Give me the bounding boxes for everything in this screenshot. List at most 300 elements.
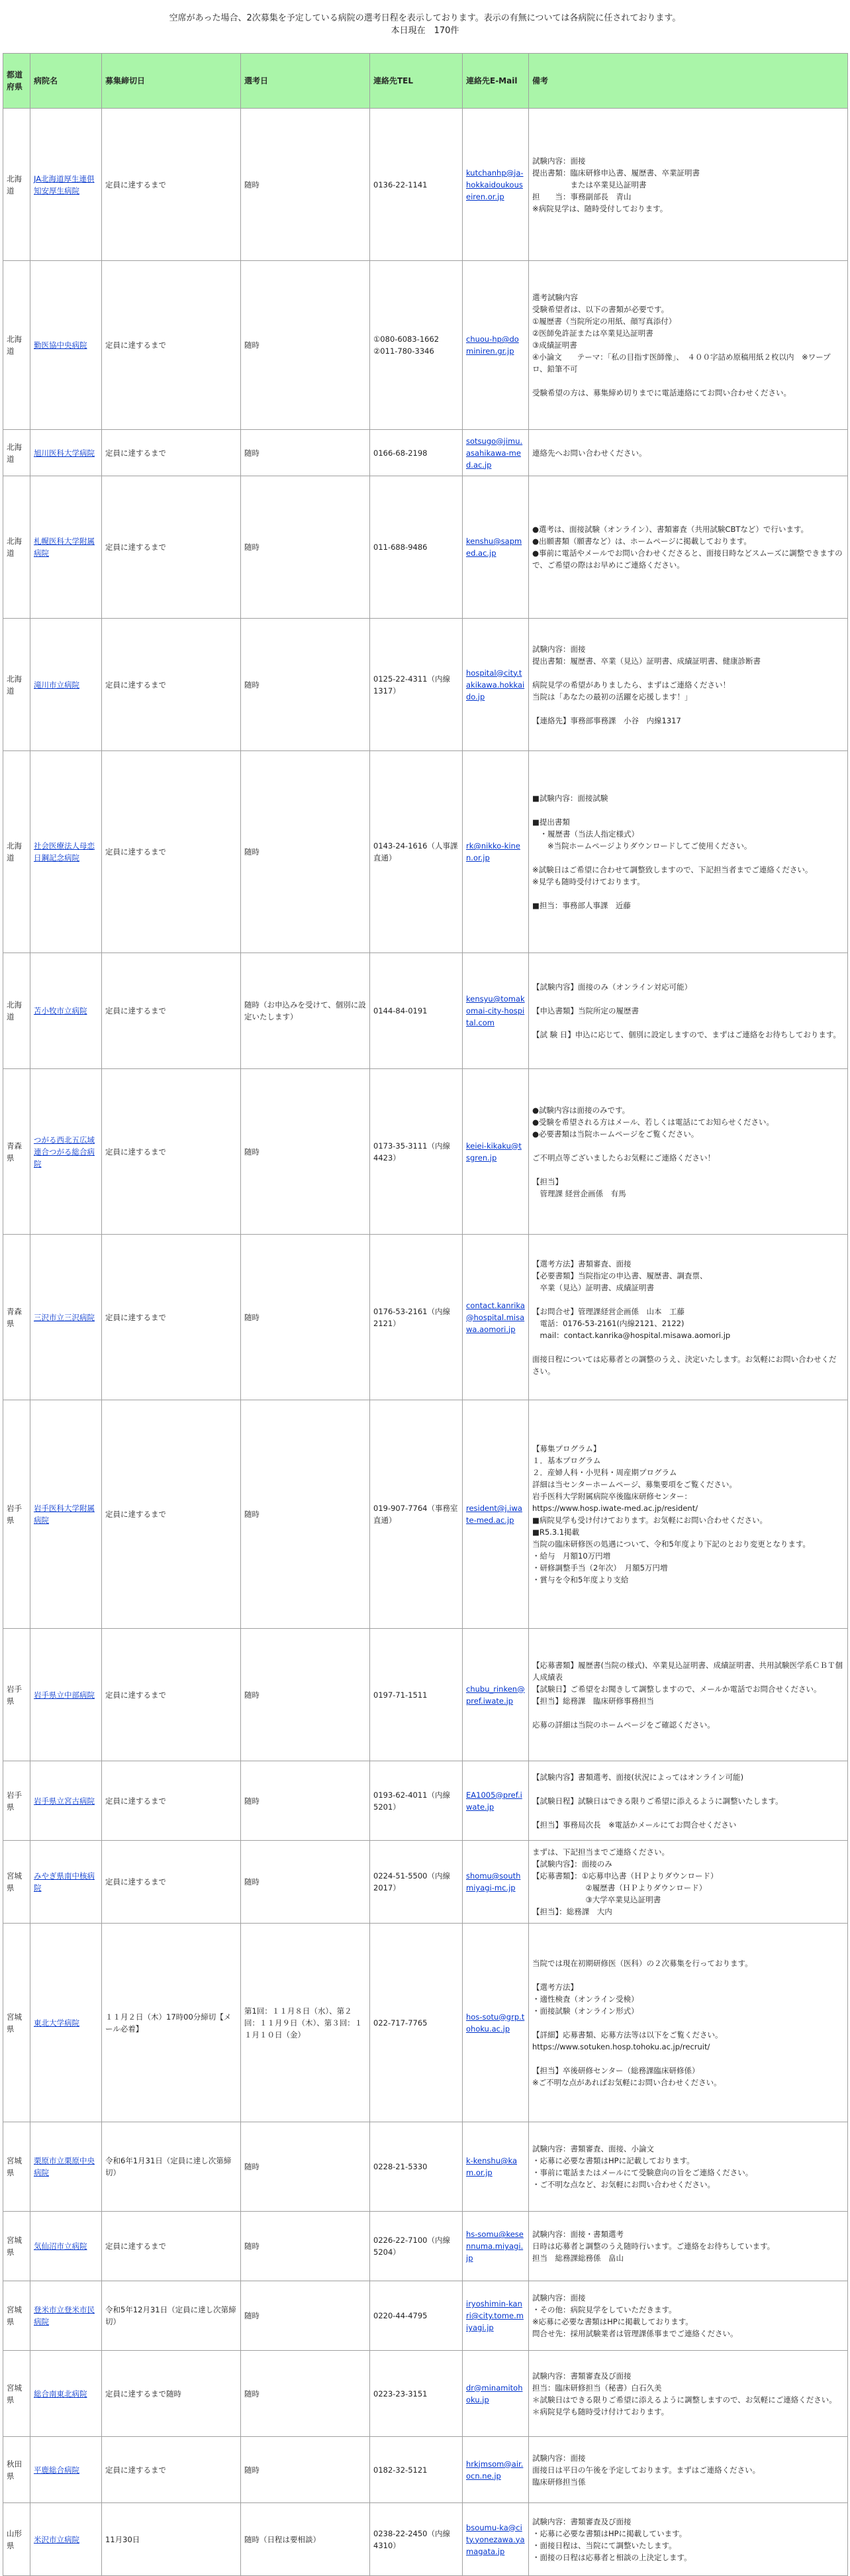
hospital-link[interactable]: JA北海道厚生連倶知安厚生病院 [34,174,95,195]
note-line: 臨床研修担当係 [532,2477,586,2487]
table-row [3,1069,848,1235]
header-deadline: 募集締切日 [102,54,241,109]
note-line: ※試験日はご希望に合わせて調整致しますので、下記担当者までご連絡ください。 [532,865,813,874]
prefecture-cell: 宮城県 [3,2122,30,2212]
note-line: 卒業（見込）証明書、成績証明書 [532,1282,654,1292]
exam-date-cell: 随時 [241,2281,370,2351]
deadline-cell: 定員に達するまで [102,1400,241,1629]
email-link[interactable]: dr@minamitohoku.jp [466,2383,523,2404]
hospital-cell [30,751,102,953]
prefecture-cell: 宮城県 [3,2281,30,2351]
note-line: ※病院見学は、随時受付しております。 [532,203,668,213]
table-row [3,109,848,261]
email-cell [463,953,529,1069]
note-line: 岩手医科大学附属病院卒後臨床研修センター： [532,1492,692,1501]
tel-cell: 0224-51-5500（内線2017） [370,1841,463,1924]
email-link[interactable]: bsoumu-ka@city.yonezawa.yamagata.jp [466,2522,525,2556]
note-cell [529,2122,848,2212]
table-row [3,430,848,476]
exam-date-cell: 随時 [241,1069,370,1235]
note-line: ご不明点等ございましたらお気軽にご連絡ください！ [532,1153,715,1162]
intro [0,0,850,46]
table-body [3,109,848,2576]
note-line [532,993,844,1005]
note-line: https://www.sotuken.hosp.tohoku.ac.jp/recruit/ [532,2041,710,2051]
note-cell [529,2212,848,2281]
hospital-link[interactable]: 岩手県立中部病院 [34,1690,95,1700]
hospital-cell [30,2122,102,2212]
prefecture-cell: 宮城県 [3,1841,30,1924]
note-line: ＊病院見学も随時受け付けております。 [532,2406,669,2416]
tel-cell: 0197-71-1511 [370,1629,463,1761]
email-link[interactable]: chubu_rinken@pref.iwate.jp [466,1684,525,1706]
prefecture-cell: 北海道 [3,619,30,751]
hospital-link[interactable]: 岩手県立宮古病院 [34,1796,95,1806]
tel-cell: 0193-62-4011（内線5201） [370,1761,463,1841]
note-cell [529,2281,848,2351]
hospital-cell [30,953,102,1069]
tel-cell: 0238-22-2450（内線4310） [370,2503,463,2576]
note-line [532,1807,844,1819]
hospital-cell [30,430,102,476]
note-line: ・面接日程は、当院にて調整いたします。 [532,2540,677,2550]
table-row [3,1235,848,1400]
note-line: ④小論文 テーマ：「私の目指す医師像」、 ４００字詰め原稿用紙２枚以内 ※ワープロ、鉛筆不可 [532,352,831,374]
note-line: ●必要書類は当院ホームページをご覧ください。 [532,1129,699,1139]
deadline-cell: 定員に達するまで [102,476,241,619]
note-line [532,1164,844,1176]
hospital-link[interactable]: 気仙沼市立病院 [34,2241,87,2251]
note-cell [529,261,848,430]
deadline-cell: 定員に達するまで [102,1069,241,1235]
deadline-cell: １１月２日（木）17時00分締切【メール必着】 [102,1924,241,2122]
tel-cell: 0226-22-7100（内線5204） [370,2212,463,2281]
note-line: 管理課 経営企画係 有馬 [532,1188,626,1198]
note-line: 担当：臨床研修担当（秘書）白石久美 [532,2383,662,2393]
exam-date-cell: 随時 [241,2351,370,2437]
header-tel: 連絡先TEL [370,54,463,109]
note-line [532,1294,844,1306]
deadline-cell: 令和6年1月31日（定員に達し次第締切） [102,2122,241,2212]
table-row [3,2351,848,2437]
note-line: 問合せ先：採用試験業者は管理課係事までご連絡ください。 [532,2329,738,2338]
note-line: 【担当】卒後研修センター（総務課臨床研修係） [532,2065,700,2075]
note-line: 【必要書類】当院指定の申込書、履歴書、調査票、 [532,1270,708,1280]
hospital-cell [30,2351,102,2437]
email-link[interactable]: contact.kanrika@hospital.misawa.aomori.jp [466,1300,525,1334]
tel-cell: ①080-6083-1662 ②011-780-3346 [370,261,463,430]
deadline-cell: 定員に達するまで [102,1629,241,1761]
hospital-cell [30,1400,102,1629]
hospital-link[interactable]: 東北大学病院 [34,2018,79,2028]
note-cell [529,1761,848,1841]
prefecture-cell: 青森県 [3,1235,30,1400]
note-line: 受験希望者は、以下の書類が必要です。 [532,305,669,314]
tel-cell: 0144-84-0191 [370,953,463,1069]
prefecture-cell: 北海道 [3,751,30,953]
note-cell [529,2503,848,2576]
note-line: 【選考方法】書類審査、面接 [532,1259,632,1268]
note-line: ・ご不明な点など、お気軽にお問い合わせください。 [532,2180,715,2189]
hospital-cell [30,476,102,619]
deadline-cell: 定員に達するまで [102,751,241,953]
hospital-link[interactable]: 栗原市立栗原中央病院 [34,2156,95,2177]
note-line [532,804,844,816]
hospital-link[interactable]: 平鹿総合病院 [34,2465,79,2475]
email-link[interactable]: iryoshimin-kanri@city.tome.miyagi.jp [466,2299,524,2332]
note-line: １．基本プログラム [532,1456,601,1465]
hospital-cell [30,2212,102,2281]
note-cell [529,751,848,953]
tel-cell: 0136-22-1141 [370,109,463,261]
table-row [3,1924,848,2122]
hospital-cell [30,619,102,751]
email-link[interactable]: sotsugo@jimu.asahikawa-med.ac.jp [466,436,523,470]
note-line: 試験内容：面接 [532,2453,586,2463]
tel-cell: 0125-22-4311（内線1317） [370,619,463,751]
exam-date-cell: 第1回：１１月８日（水）、第２回：１１月９日（木）、第３回：１１月１０日（金） [241,1924,370,2122]
exam-date-cell: 随時 [241,1761,370,1841]
table-row [3,751,848,953]
note-line: ・応募に必要な書類はHPに掲載しています。 [532,2528,687,2538]
note-line [532,2017,844,2029]
note-line: 当院の臨床研修医の処遇について、令和5年度より下記のとおり変更となります。 [532,1539,810,1549]
prefecture-cell: 北海道 [3,109,30,261]
email-cell [463,2503,529,2576]
note-line: 【試験日程】試験日はできる限りご希望に添えるように調整いたします。 [532,1796,783,1806]
note-line: 【試験内容】：面接のみ [532,1859,612,1869]
email-link[interactable]: resident@j.iwate-med.ac.jp [466,1504,522,1525]
note-line [532,1783,844,1795]
tel-cell: 0173-35-3111（内線4423） [370,1069,463,1235]
exam-date-cell: 随時（日程は要相談） [241,2503,370,2576]
note-line: 面接日程については応募者との調整のうえ、決定いたします。お気軽にお問い合わせください。 [532,1354,837,1376]
tel-cell: 0223-23-3151 [370,2351,463,2437]
note-line: ・給与 月額10万円増 [532,1551,611,1561]
email-cell [463,430,529,476]
note-line: ●選考は、面接試験（オンライン）、書類審査（共用試験CBTなど）で行います。 [532,525,808,534]
note-line: ③大学卒業見込証明書 [532,1895,661,1904]
deadline-cell: 定員に達するまで [102,2212,241,2281]
hospital-link[interactable]: つがる西北五広域連合つがる総合病院 [34,1135,95,1168]
note-line: 提出書類：履歴書、卒業（見込）証明書、成績証明書、健康診断書 [532,656,761,666]
note-line: 応募の詳細は当院のホームページをご確認ください。 [532,1720,715,1729]
note-line: ■提出書類 [532,817,570,827]
note-line: mail：contact.kanrika@hospital.misawa.aomori.jp [532,1330,731,1340]
exam-date-cell: 随時 [241,109,370,261]
note-line: ●試験内容は面接のみです。 [532,1105,630,1115]
note-line [532,852,844,864]
hospital-link[interactable]: 米沢市立病院 [34,2534,79,2544]
table-row [3,2503,848,2576]
email-cell [463,2437,529,2503]
prefecture-cell: 青森県 [3,1069,30,1235]
note-cell [529,1924,848,2122]
email-cell [463,2281,529,2351]
email-cell [463,619,529,751]
note-line: 試験内容：面接 [532,156,586,166]
hospital-link[interactable]: 登米市立登米市民病院 [34,2305,95,2326]
note-line: ・面接の日程は応募者と相談の上決定します。 [532,2552,692,2562]
note-line: 電話：0176-53-2161(内線2121、2122) [532,1318,685,1328]
table-row [3,476,848,619]
note-line: 担 当：事務副部長 青山 [532,191,632,201]
prefecture-cell: 北海道 [3,430,30,476]
hospital-cell [30,1761,102,1841]
table-row [3,619,848,751]
note-line: ■試験内容：面接試験 [532,794,608,803]
email-link[interactable]: kenshu@sapmed.ac.jp [466,537,522,558]
note-line: ●事前に電話やメールでお問い合わせくださると、面接日時などスムーズに調整できますので、ご希望の際はお早めにご連絡ください。 [532,548,843,570]
note-line [532,2053,844,2065]
exam-date-cell: 随時 [241,1235,370,1400]
email-cell [463,2122,529,2212]
note-line: 【詳細】応募書類、応募方法等は以下をご覧ください。 [532,2030,723,2039]
hospital-cell [30,2437,102,2503]
tel-cell: 0166-68-2198 [370,430,463,476]
note-line: ・適性検査（オンライン受検） [532,1994,639,2004]
note-cell [529,953,848,1069]
note-line: 【担当】：総務課 大内 [532,1907,612,1916]
note-line: 【担当】総務課 臨床研修事務担当 [532,1696,654,1706]
deadline-cell: 定員に達するまで [102,1841,241,1924]
note-cell [529,430,848,476]
deadline-cell: 令和5年12月31日（定員に達し次第締切） [102,2281,241,2351]
email-cell [463,1235,529,1400]
tel-cell: 0228-21-5330 [370,2122,463,2212]
note-line: ・その他：病院見学をしていただきます。 [532,2305,677,2314]
note-line: ■担当：事務部人事課 近藤 [532,901,631,910]
note-line: 面接日は平日の午後を予定しております。まずはご連絡ください。 [532,2465,761,2475]
email-cell [463,1761,529,1841]
note-line: ※見学も随時受付けております。 [532,877,645,886]
prefecture-cell: 岩手県 [3,1629,30,1761]
hospital-link[interactable]: 札幌医科大学附属病院 [34,537,95,558]
hospital-link[interactable]: 旭川医科大学病院 [34,448,95,458]
tel-cell: 0182-32-5121 [370,2437,463,2503]
email-link[interactable]: shomu@southmiyagi-mc.jp [466,1871,521,1892]
note-line: ●出願書類（願書など）は、ホームページに掲載しております。 [532,537,751,546]
deadline-cell: 定員に達するまで [102,1761,241,1841]
header-note: 備考 [529,54,848,109]
note-line: ・研修調整手当（2年次） 月額5万円増 [532,1563,668,1572]
note-line: ※応募に必要な書類はHPに掲載しております。 [532,2317,693,2326]
note-line [532,1341,844,1353]
note-line: 【試 験 日】申込に応じて、個別に設定しますので、まずはご連絡をお待ちしております。 [532,1030,841,1039]
note-cell [529,619,848,751]
note-line: 【担当】 [532,1176,563,1186]
hospital-table [3,53,848,2576]
email-link[interactable]: hos-sotu@grp.tohoku.ac.jp [466,2012,525,2034]
note-line: 【応募書類】：①応募申込書（ＨＰよりダウンロード） [532,1871,718,1880]
deadline-cell: 定員に達するまで [102,619,241,751]
email-link[interactable]: hs-somu@kesennuma.miyagi.jp [466,2230,524,2263]
note-line: 【応募書類】履歴書(当院の様式)、卒業見込証明書、成績証明書、共用試験医学系ＣＢＴ個人成績表 [532,1660,843,1682]
note-line [532,1969,844,1981]
prefecture-cell: 宮城県 [3,1924,30,2122]
email-cell [463,2212,529,2281]
table-row [3,1629,848,1761]
table-row [3,1841,848,1924]
email-cell [463,1400,529,1629]
email-link[interactable]: kutchanhp@ja-hokkaidoukouseiren.or.jp [466,168,524,201]
prefecture-cell: 北海道 [3,476,30,619]
note-line: 試験内容：面接・書類選考 [532,2230,624,2239]
exam-date-cell: 随時 [241,2122,370,2212]
exam-date-cell: 随時 [241,1841,370,1924]
note-line: ●受験を希望される方はメール、若しくは電話にてお知らせください。 [532,1117,775,1127]
email-cell [463,1629,529,1761]
prefecture-cell: 宮城県 [3,2351,30,2437]
note-line: 【お問合せ】管理課経営企画係 山本 工藤 [532,1306,685,1316]
note-line: 受験希望の方は、募集締め切りまでに電話連絡にてお問い合わせください。 [532,388,791,397]
email-cell [463,109,529,261]
prefecture-cell: 山形県 [3,2503,30,2576]
hospital-link[interactable]: 滝川市立病院 [34,680,79,690]
note-line: https://www.hosp.iwate-med.ac.jp/resident/ [532,1504,698,1513]
note-line: 【試験日】ご希望をお聞きして調整しますので、メールか電話でお問合せください。 [532,1684,822,1694]
hospital-link[interactable]: 岩手医科大学附属病院 [34,1504,95,1525]
email-cell [463,2351,529,2437]
deadline-cell: 定員に達するまで [102,261,241,430]
note-cell [529,1841,848,1924]
email-cell [463,751,529,953]
note-cell [529,1235,848,1400]
note-line: ・応募に必要な書類はHPに記載しております。 [532,2156,694,2165]
note-line [532,1017,844,1029]
deadline-cell: 定員に達するまで [102,2437,241,2503]
email-link[interactable]: rk@nikko-kinen.or.jp [466,841,520,862]
table-row [3,953,848,1069]
note-line: ■病院見学も受け付けております。お気軽にお問い合わせください。 [532,1516,767,1525]
hospital-link[interactable]: みやぎ県南中核病院 [34,1871,95,1892]
deadline-cell: 定員に達するまで [102,953,241,1069]
note-cell [529,1400,848,1629]
exam-date-cell: 随時 [241,2437,370,2503]
prefecture-cell: 北海道 [3,953,30,1069]
email-link[interactable]: k-kenshu@kam.or.jp [466,2156,517,2177]
hospital-link[interactable]: 苫小牧市立病院 [34,1006,87,1015]
note-line: 試験内容：面接 [532,644,586,654]
email-link[interactable]: hrkjmsom@air.ocn.ne.jp [466,2459,524,2481]
note-line: 連絡先へお問い合わせください。 [532,448,647,458]
exam-date-cell: 随時 [241,1400,370,1629]
header-hospital: 病院名 [30,54,102,109]
note-line: 病院見学の希望がありましたら、まずはご連絡ください！ [532,680,730,690]
prefecture-cell: 宮城県 [3,2212,30,2281]
tel-cell: 0220-44-4795 [370,2281,463,2351]
note-line: 当院は「あなたの最初の活躍を応援します！」 [532,692,692,701]
table-row [3,2212,848,2281]
note-line: ・面接試験（オンライン形式） [532,2006,639,2016]
note-line: 提出書類：臨床研修申込書、履歴書、卒業証明書 [532,168,700,178]
hospital-link[interactable]: 勤医協中央病院 [34,340,87,350]
hospital-link[interactable]: 三沢市立三沢病院 [34,1312,95,1322]
note-line [532,888,844,900]
email-link[interactable]: keiei-kikaku@tsgren.jp [466,1141,522,1162]
email-link[interactable]: hospital@city.takikawa.hokkaido.jp [466,668,525,701]
note-line: ２．産婦人科・小児科・周産期プログラム [532,1468,677,1477]
prefecture-cell: 岩手県 [3,1400,30,1629]
hospital-cell [30,109,102,261]
tel-cell: 011-688-9486 [370,476,463,619]
deadline-cell: 定員に達するまで随時 [102,2351,241,2437]
hospital-cell [30,2281,102,2351]
note-cell [529,1069,848,1235]
note-line: ・履歴書（当法人指定様式） [532,829,639,839]
note-line: 選考試験内容 [532,293,578,302]
table-row [3,1761,848,1841]
hospital-link[interactable]: 総合南東北病院 [34,2389,87,2398]
note-line: 【選考方法】 [532,1982,578,1992]
prefecture-cell: 北海道 [3,261,30,430]
email-cell [463,1841,529,1924]
note-line: 試験内容：書類審査及び面接 [532,2516,632,2526]
exam-date-cell: 随時（お申込みを受けて、個別に設定いたします） [241,953,370,1069]
exam-date-cell: 随時 [241,751,370,953]
note-line: 【試験内容】書類選考、面接(状況によってはオンライン可能) [532,1772,744,1782]
hospital-cell [30,2503,102,2576]
table-row [3,2437,848,2503]
note-cell [529,2437,848,2503]
intro-count: 本日現在 170件 [391,26,459,36]
exam-date-cell: 随時 [241,430,370,476]
note-line: ③成績証明書 [532,340,577,350]
header-exam: 選考日 [241,54,370,109]
note-cell [529,476,848,619]
email-link[interactable]: chuou-hp@dominiren.gr.jp [466,335,519,356]
email-link[interactable]: EA1005@pref.iwate.jp [466,1790,522,1812]
email-cell [463,1924,529,2122]
note-line: 【担当】事務局次長 ※電話かメールにてお問合せください [532,1820,737,1829]
note-line: 詳細は当センターホームページ、募集要項をご覧ください。 [532,1480,737,1489]
note-line: ②履歴書（ＨＰよりダウンロード） [532,1883,707,1892]
prefecture-cell: 秋田県 [3,2437,30,2503]
email-link[interactable]: kensyu@tomakomai-city-hospital.com [466,994,525,1027]
note-cell [529,1629,848,1761]
note-line: 試験内容：面接 [532,2293,586,2302]
hospital-cell [30,1629,102,1761]
header-pref: 都道府県 [3,54,30,109]
email-cell [463,261,529,430]
hospital-cell [30,261,102,430]
hospital-cell [30,1235,102,1400]
hospital-link[interactable]: 社会医療法人母恋日鋼記念病院 [34,841,95,862]
note-line [532,1140,844,1152]
hospital-cell [30,1841,102,1924]
note-line: 試験内容：書類審査、面接、小論文 [532,2144,654,2153]
note-line: 【申込書類】当院所定の履歴書 [532,1006,639,1015]
note-line: または卒業見込証明書 [532,180,647,189]
deadline-cell: 定員に達するまで [102,109,241,261]
exam-date-cell: 随時 [241,2212,370,2281]
note-line [532,1707,844,1719]
note-line: ＊試験日はできる限りご希望に添えるように調整しますので、お気軽にご連絡ください。 [532,2395,837,2404]
note-line: 担当 総務課総務係 畠山 [532,2253,624,2263]
tel-cell: 0176-53-2161（内線2121） [370,1235,463,1400]
table-row [3,261,848,430]
note-line: ①履歴書（当院所定の用紙、顔写真添付） [532,317,677,326]
exam-date-cell: 随時 [241,476,370,619]
note-line: 試験内容：書類審査及び面接 [532,2371,632,2381]
table-row [3,2281,848,2351]
header-email: 連絡先E-Mail [463,54,529,109]
tel-cell: 0143-24-1616（人事課直通） [370,751,463,953]
note-line: ■R5.3.1掲載 [532,1527,580,1537]
note-line: 【連絡先】事務部事務課 小谷 内線1317 [532,715,681,725]
exam-date-cell: 随時 [241,1629,370,1761]
table-row [3,2122,848,2212]
